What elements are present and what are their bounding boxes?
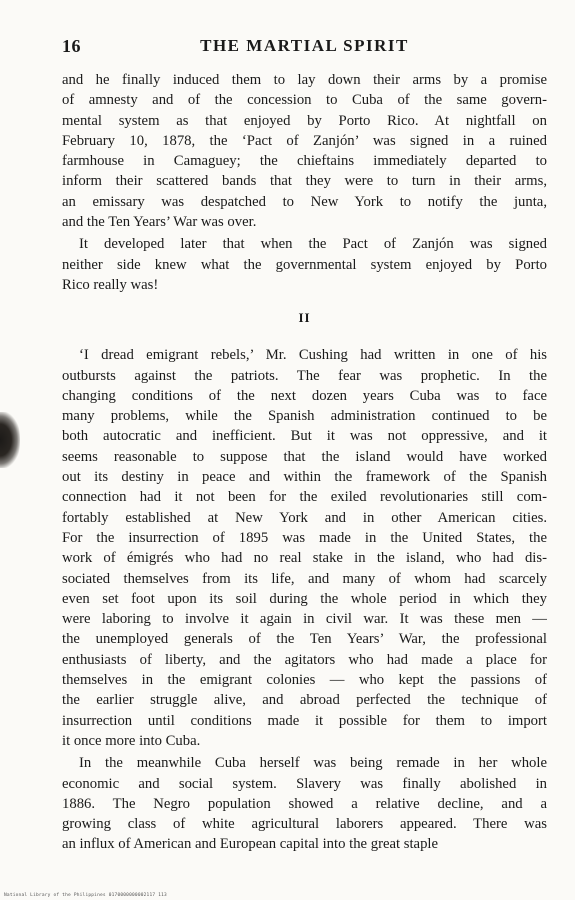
text-line: and the Ten Years’ War was over.: [62, 214, 257, 231]
text-line: themselves in the emigrant colonies — who kept the passions of: [62, 672, 547, 689]
section-numeral: II: [298, 310, 311, 326]
text-line: seems reasonable to suppose that the island would have worked: [62, 448, 547, 465]
page-header: [62, 36, 547, 60]
section-one-text: [62, 70, 547, 295]
text-line: farmhouse in Camaguey; the chieftains immediately departed to: [62, 153, 547, 170]
body-text: [62, 70, 547, 855]
text-line: were laboring to involve it again in civil war. It was these men —: [62, 611, 547, 628]
text-line: the unemployed generals of the Ten Years’ War, the professional: [62, 631, 547, 648]
text-line: ‘I dread emigrant rebels,’ Mr. Cushing had written in one of his: [79, 347, 547, 364]
text-line: For the insurrection of 1895 was made in the United States, the: [62, 529, 547, 546]
text-line: inform their scattered bands that they were to turn in their arms,: [62, 173, 547, 190]
text-line: 1886. The Negro population showed a relative decline, and a: [62, 795, 547, 812]
text-line: an influx of American and European capital into the great staple: [62, 836, 439, 853]
section-two-text: [62, 345, 547, 854]
page-edge-shadow: [0, 412, 20, 468]
text-line: Rico really was!: [62, 276, 159, 293]
text-line: February 10, 1878, the ‘Pact of Zanjón’ was signed in a ruined: [62, 132, 547, 149]
section-break: [62, 295, 547, 341]
text-line: In the meanwhile Cuba herself was being remade in her whole: [79, 755, 547, 772]
text-line: of amnesty and of the concession to Cuba of the same govern-: [62, 92, 547, 109]
page-number: 16: [62, 36, 81, 56]
paragraph: [62, 345, 547, 751]
text-line: an emissary was despatched to New York to notify the junta,: [62, 193, 547, 210]
text-line: the earlier struggle alive, and abroad perfected the technique of: [62, 692, 547, 709]
text-line: many problems, while the Spanish administration continued to be: [62, 408, 547, 425]
text-line: It developed later that when the Pact of Zanjón was signed: [79, 236, 547, 253]
text-line: enthusiasts of liberty, and the agitators who had made a place for: [62, 651, 547, 668]
text-line: neither side knew what the governmental system enjoyed by Porto: [62, 256, 547, 273]
text-line: connection had it not been for the exiled revolutionaries still com-: [62, 489, 547, 506]
text-line: outbursts against the patriots. The fear was prophetic. In the: [62, 367, 547, 384]
text-line: changing conditions of the next dozen years Cuba was to face: [62, 387, 547, 404]
text-line: work of émigrés who had no real stake in the island, who had dis-: [62, 550, 547, 567]
text-line: both autocratic and inefficient. But it was not oppressive, and it: [62, 428, 547, 445]
text-line: insurrection until conditions made it possible for them to import: [62, 712, 547, 729]
text-line: economic and social system. Slavery was finally abolished in: [62, 775, 547, 792]
text-line: even set foot upon its soil during the whole period in which they: [62, 590, 547, 607]
paragraph: [62, 234, 547, 295]
text-line: fortably established at New York and in other American cities.: [62, 509, 547, 526]
text-line: growing class of white agricultural laborers appeared. There was: [62, 816, 547, 833]
paragraph: [62, 753, 547, 854]
library-stamp: National Library of the Philippines 0170000000002117 113: [4, 893, 167, 898]
text-line: sociated themselves from its life, and many of whom had scarcely: [62, 570, 547, 587]
running-title: THE MARTIAL SPIRIT: [200, 36, 409, 55]
text-line: out its destiny in peace and within the framework of the Spanish: [62, 469, 547, 486]
paragraph: [62, 70, 547, 232]
text-line: it once more into Cuba.: [62, 732, 201, 749]
text-line: mental system as that enjoyed by Porto Rico. At nightfall on: [62, 112, 547, 129]
text-line: and he finally induced them to lay down their arms by a promise: [62, 72, 547, 88]
